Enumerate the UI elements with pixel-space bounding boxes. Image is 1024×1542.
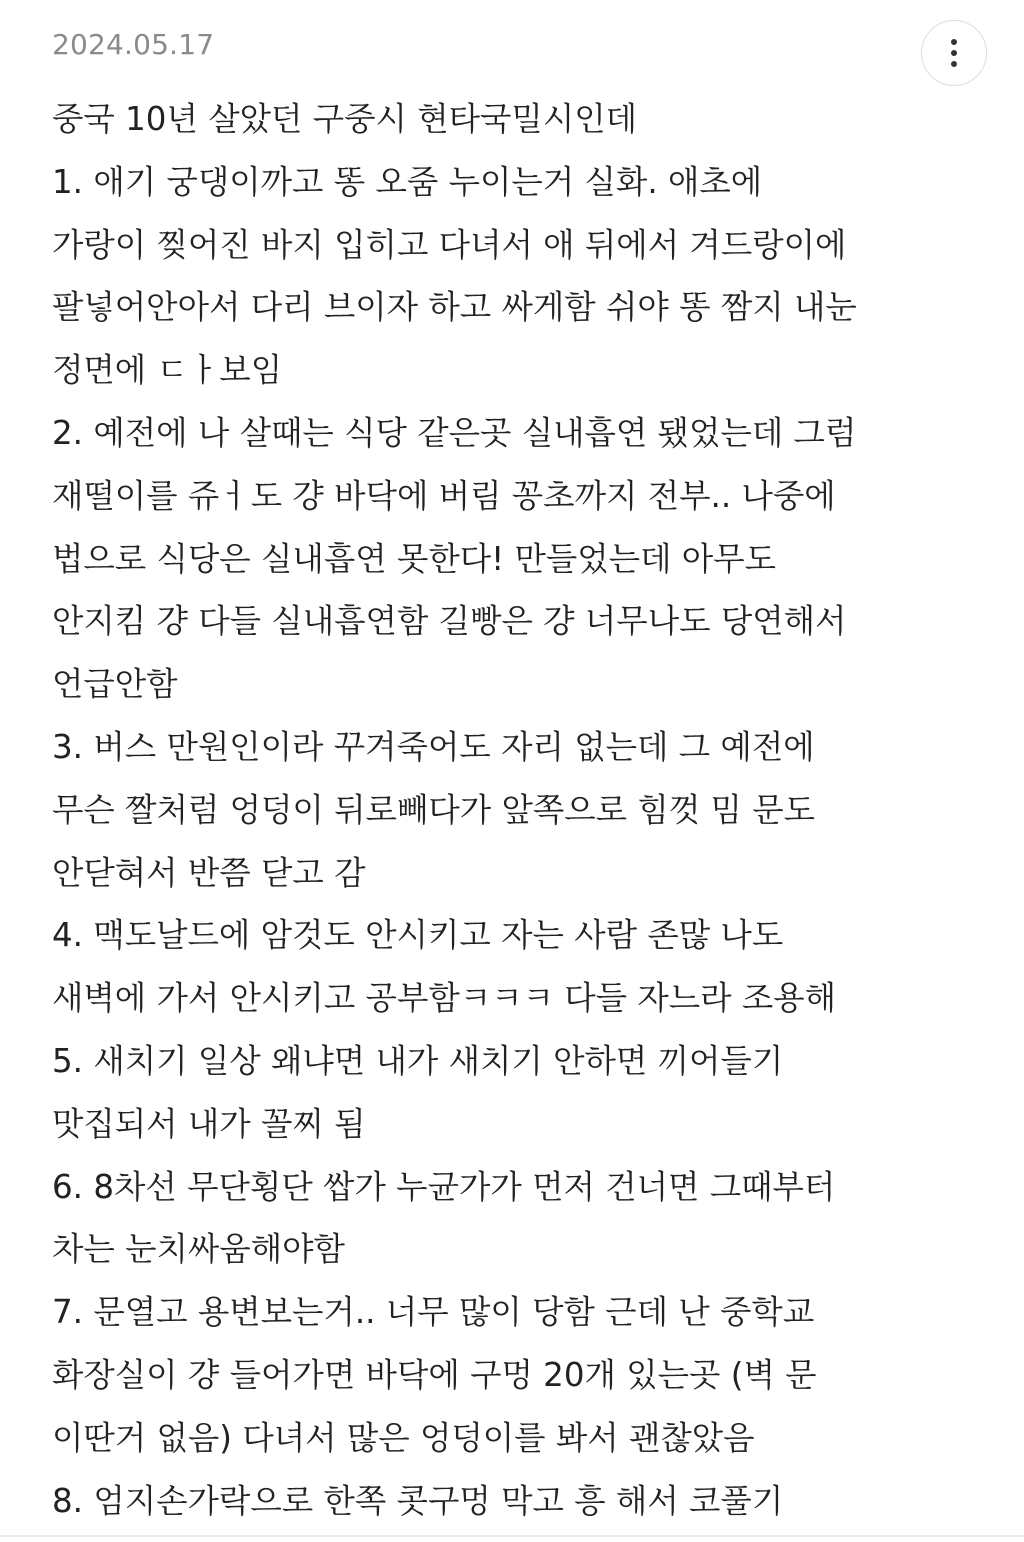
post-body-line: 안지킴 걍 다들 실내흡연함 길빵은 걍 너무나도 당연해서 bbox=[52, 602, 847, 641]
post-body-line: 새벽에 가서 안시키고 공부함ㅋㅋㅋ 다들 자느라 조용해 bbox=[52, 979, 837, 1018]
post-body-line: 중국 10년 살았던 구중시 현타국밀시인데 bbox=[52, 100, 637, 138]
post-body-line: 무슨 짤처럼 엉덩이 뒤로빼다가 앞쪽으로 힘껏 밈 문도 bbox=[52, 790, 816, 829]
more-vertical-icon-dot bbox=[951, 61, 957, 67]
post-body-line: 1. 애기 궁댕이까고 똥 오줌 누이는거 실화. 애초에 bbox=[52, 162, 763, 201]
post-body-line: 화장실이 걍 들어가면 바닥에 구멍 20개 있는곳 (벽 문 bbox=[52, 1355, 817, 1394]
post-body-line: 정면에 ㄷㅏ보임 bbox=[52, 351, 283, 390]
post-body-line: 7. 문열고 용변보는거.. 너무 많이 당함 근데 난 중학교 bbox=[52, 1293, 815, 1332]
more-options-button[interactable] bbox=[921, 20, 987, 86]
post-body-line: 2. 예전에 나 살때는 식당 같은곳 실내흡연 됐었는데 그럼 bbox=[52, 413, 857, 452]
post-body-line: 3. 버스 만원인이라 꾸겨죽어도 자리 없는데 그 예전에 bbox=[52, 727, 815, 766]
post-body-line: 팔넣어안아서 다리 브이자 하고 싸게함 쉬야 똥 짬지 내눈 bbox=[52, 288, 857, 327]
bottom-divider bbox=[0, 1535, 1024, 1537]
post-body-line: 법으로 식당은 실내흡연 못한다! 만들었는데 아무도 bbox=[52, 539, 776, 578]
post-body-line: 차는 눈치싸움해야함 bbox=[52, 1230, 345, 1269]
post-body-line: 가랑이 찢어진 바지 입히고 다녀서 애 뒤에서 겨드랑이에 bbox=[52, 225, 847, 264]
post-body-line: 이딴거 없음) 다녀서 많은 엉덩이를 봐서 괜찮았음 bbox=[52, 1418, 755, 1457]
post-body-line: 언급안함 bbox=[52, 665, 178, 704]
post-body bbox=[52, 88, 952, 1532]
more-vertical-icon bbox=[951, 39, 957, 45]
post-date: 2024.05.17 bbox=[52, 28, 215, 61]
post-body-line: 안닫혀서 반쯤 닫고 감 bbox=[52, 853, 366, 892]
post-body-line: 맛집되서 내가 꼴찌 됨 bbox=[52, 1104, 366, 1143]
post-body-line: 5. 새치기 일상 왜냐면 내가 새치기 안하면 끼어들기 bbox=[52, 1041, 784, 1080]
post-body-line: 4. 맥도날드에 암것도 안시키고 자는 사람 존많 나도 bbox=[52, 916, 784, 955]
post-body-line: 6. 8차선 무단횡단 쌉가 누균가가 먼저 건너면 그때부터 bbox=[52, 1167, 836, 1206]
post-body-line: 8. 엄지손가락으로 한쪽 콧구멍 막고 흥 해서 코풀기 bbox=[52, 1481, 784, 1520]
post-body-line: 재떨이를 쥬ㅓ도 걍 바닥에 버림 꽁초까지 전부.. 나중에 bbox=[52, 476, 836, 515]
more-vertical-icon-dot bbox=[951, 50, 957, 56]
